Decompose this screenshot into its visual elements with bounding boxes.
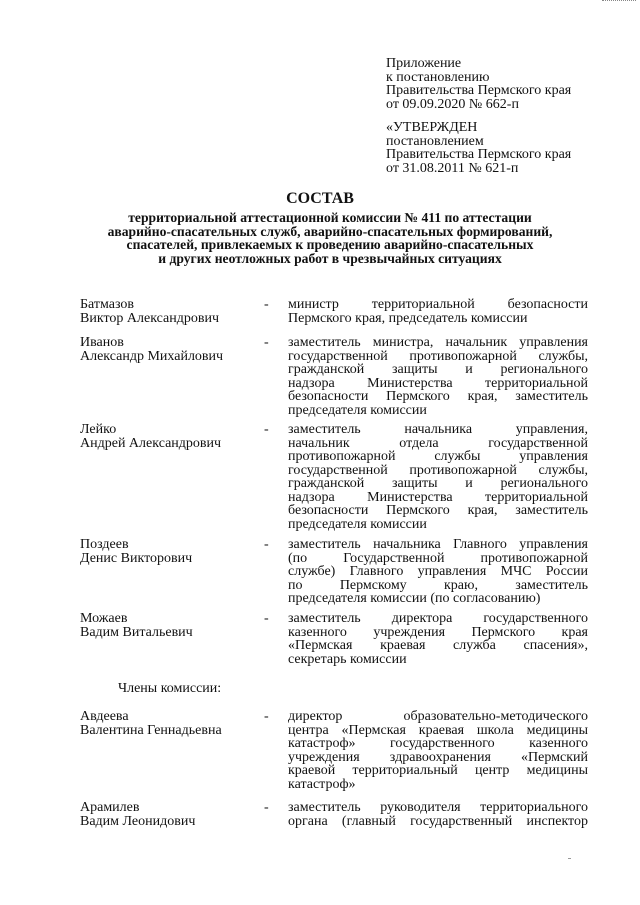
member-name <box>80 423 221 450</box>
member-name <box>80 336 223 363</box>
member-role <box>288 538 588 606</box>
role-line: государственной противопожарной службы, <box>288 348 588 364</box>
role-line: учреждения здравоохранения «Пермский <box>288 749 588 765</box>
role-line: министр территориальной безопасности <box>288 297 588 312</box>
role-line: заместитель директора государственного <box>288 611 588 626</box>
role-line: (по Государственной противопожарной <box>288 550 588 566</box>
role-line: заместитель руководителя территориального <box>288 800 588 815</box>
subtitle-line: и других неотложных работ в чрезвычайных ситуациях <box>158 250 502 266</box>
role-line: надзора Министерства территориальной <box>288 375 588 391</box>
role-line: по Пермскому краю, заместитель <box>288 577 588 593</box>
member-given-name: Виктор Александрович <box>80 310 220 326</box>
page-edge-mark <box>602 0 636 5</box>
scan-artifact <box>568 858 571 859</box>
member-role <box>288 423 588 531</box>
role-line: заместитель начальника управления, <box>288 422 588 437</box>
member-surname: Поздеев <box>80 537 129 552</box>
subtitle-line: спасателей, привлекаемых к проведению аварийно-спасательных <box>126 237 534 252</box>
role-line: государственной противопожарной службы, <box>288 462 588 478</box>
member-name <box>80 801 195 828</box>
member-given-name: Валентина Геннадьевна <box>80 722 222 738</box>
separator-dash: - <box>264 611 269 626</box>
appendix-line: Правительства Пермского края <box>386 83 572 98</box>
member-given-name: Андрей Александрович <box>80 435 222 451</box>
role-line: директор образовательно-методического <box>288 709 588 724</box>
approved-line: «УТВЕРЖДЕН <box>386 120 478 135</box>
member-role <box>288 710 588 791</box>
role-line: надзора Министерства территориальной <box>288 489 588 505</box>
role-line: центра «Пермская краевая школа медицины <box>288 722 588 738</box>
role-line: казенного учреждения Пермского края <box>288 624 588 640</box>
role-line: Пермского края, председатель комиссии <box>288 310 528 326</box>
separator-dash: - <box>264 800 269 815</box>
role-line: катастроф» государственного казенного <box>288 736 588 751</box>
member-name <box>80 538 192 565</box>
member-given-name: Денис Викторович <box>80 550 193 566</box>
role-line: председателя комиссии <box>288 402 427 418</box>
document-title: СОСТАВ <box>286 190 354 207</box>
role-line: председателя комиссии (по согласованию) <box>288 591 541 606</box>
separator-dash: - <box>264 422 269 437</box>
approved-line: от 31.08.2011 № 621-п <box>386 160 519 176</box>
role-line: гражданской защиты и регионального <box>288 476 588 491</box>
approved-line: постановлением <box>386 133 484 149</box>
role-line: безопасности Пермского края, заместитель <box>288 389 588 404</box>
appendix-block <box>386 57 571 111</box>
approved-block <box>386 121 571 175</box>
role-line: секретарь комиссии <box>288 651 407 667</box>
member-name <box>80 710 222 737</box>
subtitle-line: аварийно-спасательных служб, аварийно-спасательных формирований, <box>107 223 553 239</box>
role-line: катастроф» <box>288 776 356 792</box>
separator-dash: - <box>264 709 269 724</box>
role-line: гражданской защиты и регионального <box>288 362 588 377</box>
member-given-name: Вадим Витальевич <box>80 624 193 640</box>
appendix-line: от 09.09.2020 № 662-п <box>386 96 519 112</box>
role-line: заместитель министра, начальник управления <box>288 335 588 350</box>
role-line: противопожарной службы управления <box>288 449 588 464</box>
appendix-line: Приложение <box>386 56 462 71</box>
member-given-name: Вадим Леонидович <box>80 813 196 829</box>
member-surname: Лейко <box>80 422 117 437</box>
member-role <box>288 801 588 828</box>
member-role <box>288 612 588 666</box>
role-line: «Пермская краевая служба спасения», <box>288 638 588 653</box>
approved-line: Правительства Пермского края <box>386 147 572 162</box>
member-role <box>288 298 588 325</box>
subtitle-line: территориальной аттестационной комиссии № 411 по аттестации <box>128 210 532 225</box>
member-given-name: Александр Михайлович <box>80 348 224 364</box>
member-surname: Батмазов <box>80 297 135 312</box>
member-name <box>80 612 193 639</box>
role-line: службе) Главного управления МЧС России <box>288 564 588 579</box>
appendix-line: к постановлению <box>386 69 490 85</box>
role-line: краевой территориальный центр медицины <box>288 763 588 778</box>
separator-dash: - <box>264 297 269 312</box>
members-section-label: Члены комиссии: <box>118 681 222 696</box>
separator-dash: - <box>264 537 269 552</box>
role-line: органа (главный государственный инспектор <box>288 813 588 829</box>
member-surname: Арамилев <box>80 800 140 815</box>
member-role <box>288 336 588 417</box>
role-line: председателя комиссии <box>288 516 427 532</box>
member-surname: Авдеева <box>80 709 129 724</box>
role-line: начальник отдела государственной <box>288 435 588 451</box>
member-name <box>80 298 219 325</box>
member-surname: Можаев <box>80 611 128 626</box>
separator-dash: - <box>264 335 269 350</box>
role-line: безопасности Пермского края, заместитель <box>288 503 588 518</box>
member-surname: Иванов <box>80 335 124 350</box>
role-line: заместитель начальника Главного управления <box>288 537 588 552</box>
document-subtitle <box>80 211 580 265</box>
